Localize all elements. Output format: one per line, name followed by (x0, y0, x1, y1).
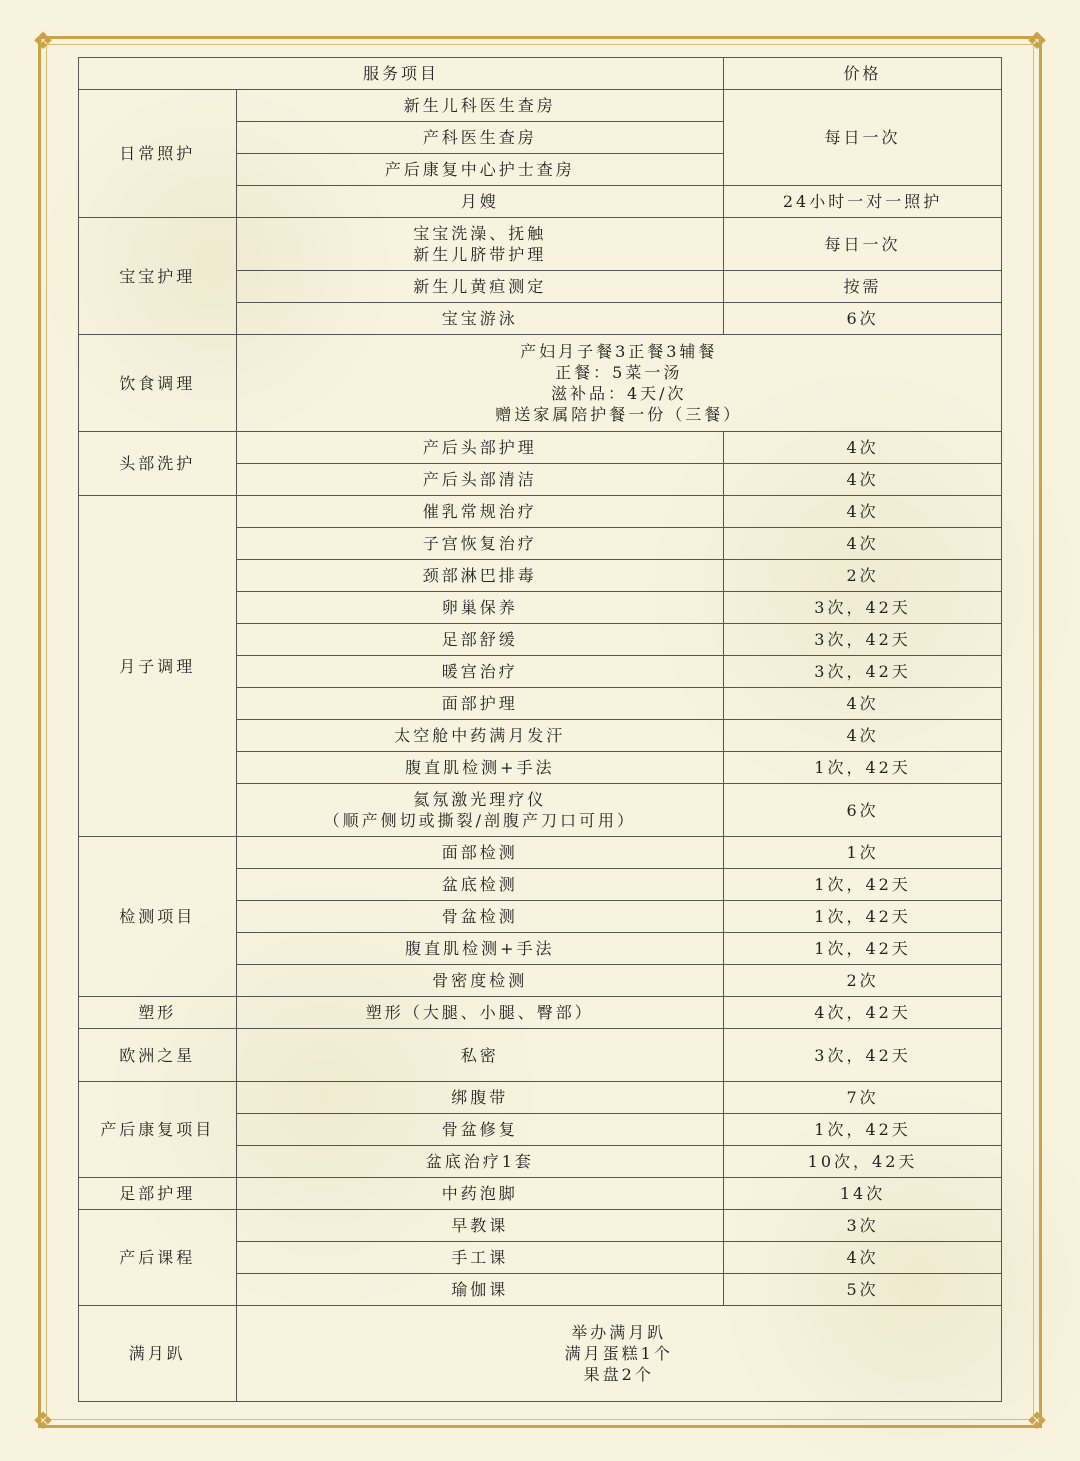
price-cell: 4次 (724, 496, 1002, 528)
item-cell: 颈部淋巴排毒 (236, 560, 724, 592)
price-cell: 3次，42天 (724, 656, 1002, 688)
item-cell: 足部舒缓 (236, 624, 724, 656)
item-cell: 新生儿黄疸测定 (236, 271, 724, 303)
table-row (79, 1082, 1002, 1114)
item-cell: 太空舱中药满月发汗 (236, 720, 724, 752)
item-cell: 暖宫治疗 (236, 656, 724, 688)
table-row (79, 1210, 1002, 1242)
item-cell: 产后头部护理 (236, 432, 724, 464)
category-cell: 日常照护 (79, 90, 237, 218)
price-cell: 1次 (724, 837, 1002, 869)
category-cell: 产后课程 (79, 1210, 237, 1306)
fullmoon-line: 满月蛋糕1个 (564, 1344, 673, 1363)
price-cell: 24小时一对一照护 (724, 186, 1002, 218)
category-cell: 足部护理 (79, 1178, 237, 1210)
category-cell: 头部洗护 (79, 432, 237, 496)
price-cell: 14次 (724, 1178, 1002, 1210)
table-row (79, 496, 1002, 528)
item-cell (236, 784, 724, 837)
fullmoon-line: 果盘2个 (583, 1365, 654, 1384)
item-cell: 产后康复中心护士查房 (236, 154, 724, 186)
item-cell: 骨密度检测 (236, 965, 724, 997)
price-cell: 10次，42天 (724, 1146, 1002, 1178)
corner-ornament-icon: ❖ (32, 27, 54, 55)
item-cell: 瑜伽课 (236, 1274, 724, 1306)
item-cell: 面部护理 (236, 688, 724, 720)
table-row (79, 218, 1002, 271)
header-service: 服务项目 (79, 58, 724, 90)
item-line: 氦氖激光理疗仪 (413, 790, 547, 809)
category-cell: 饮食调理 (79, 335, 237, 432)
diet-line: 正餐：5菜一汤 (555, 363, 683, 382)
fullmoon-line: 举办满月趴 (571, 1323, 667, 1342)
price-cell: 按需 (724, 271, 1002, 303)
price-cell: 1次，42天 (724, 1114, 1002, 1146)
item-cell: 中药泡脚 (236, 1178, 724, 1210)
table-row (79, 1306, 1002, 1402)
price-cell: 4次 (724, 1242, 1002, 1274)
price-cell: 4次 (724, 464, 1002, 496)
item-cell: 骨盆检测 (236, 901, 724, 933)
price-cell: 2次 (724, 560, 1002, 592)
table-row (79, 90, 1002, 122)
price-cell: 4次 (724, 432, 1002, 464)
item-cell: 盆底检测 (236, 869, 724, 901)
table-row (79, 997, 1002, 1029)
price-cell: 1次，42天 (724, 901, 1002, 933)
price-cell: 1次，42天 (724, 933, 1002, 965)
category-cell: 宝宝护理 (79, 218, 237, 335)
diet-cell (236, 335, 1002, 432)
price-cell: 每日一次 (724, 218, 1002, 271)
price-cell: 3次，42天 (724, 592, 1002, 624)
item-line: （顺产侧切或撕裂/剖腹产刀口可用） (323, 811, 636, 830)
item-cell: 盆底治疗1套 (236, 1146, 724, 1178)
category-cell: 月子调理 (79, 496, 237, 837)
item-line: 宝宝洗澡、抚触 (413, 224, 547, 243)
price-cell: 2次 (724, 965, 1002, 997)
corner-ornament-icon: ❖ (1026, 1407, 1048, 1435)
corner-ornament-icon: ❖ (1026, 27, 1048, 55)
diet-line: 产妇月子餐3正餐3辅餐 (520, 342, 718, 361)
item-cell: 绑腹带 (236, 1082, 724, 1114)
item-cell: 私密 (236, 1029, 724, 1082)
diet-line: 滋补品：4天/次 (550, 384, 687, 403)
price-cell: 3次，42天 (724, 1029, 1002, 1082)
price-cell: 6次 (724, 303, 1002, 335)
item-cell: 产科医生查房 (236, 122, 724, 154)
item-cell: 手工课 (236, 1242, 724, 1274)
item-cell: 塑形（大腿、小腿、臀部） (236, 997, 724, 1029)
corner-ornament-icon: ❖ (32, 1407, 54, 1435)
diet-line: 赠送家属陪护餐一份（三餐） (495, 405, 743, 424)
table-row (79, 432, 1002, 464)
price-cell: 4次，42天 (724, 997, 1002, 1029)
item-cell: 卵巢保养 (236, 592, 724, 624)
price-cell: 1次，42天 (724, 752, 1002, 784)
item-cell: 面部检测 (236, 837, 724, 869)
table-row (79, 1178, 1002, 1210)
item-cell: 新生儿科医生查房 (236, 90, 724, 122)
price-cell: 3次 (724, 1210, 1002, 1242)
price-cell: 4次 (724, 720, 1002, 752)
item-cell: 产后头部清洁 (236, 464, 724, 496)
item-cell: 催乳常规治疗 (236, 496, 724, 528)
item-cell (236, 218, 724, 271)
table-header-row (79, 58, 1002, 90)
category-cell: 塑形 (79, 997, 237, 1029)
category-cell: 欧洲之星 (79, 1029, 237, 1082)
table-row (79, 837, 1002, 869)
fullmoon-cell (236, 1306, 1002, 1402)
item-cell: 腹直肌检测+手法 (236, 752, 724, 784)
service-price-table (78, 57, 1002, 1402)
price-cell: 4次 (724, 528, 1002, 560)
table-row (79, 335, 1002, 432)
price-cell: 每日一次 (724, 90, 1002, 186)
header-price: 价格 (724, 58, 1002, 90)
price-cell: 7次 (724, 1082, 1002, 1114)
category-cell: 产后康复项目 (79, 1082, 237, 1178)
item-cell: 宝宝游泳 (236, 303, 724, 335)
item-line: 新生儿脐带护理 (413, 245, 547, 264)
price-cell: 6次 (724, 784, 1002, 837)
table-row (79, 1029, 1002, 1082)
price-cell: 1次，42天 (724, 869, 1002, 901)
item-cell: 早教课 (236, 1210, 724, 1242)
item-cell: 子宫恢复治疗 (236, 528, 724, 560)
category-cell: 检测项目 (79, 837, 237, 997)
price-cell: 4次 (724, 688, 1002, 720)
item-cell: 月嫂 (236, 186, 724, 218)
price-cell: 5次 (724, 1274, 1002, 1306)
item-cell: 骨盆修复 (236, 1114, 724, 1146)
category-cell: 满月趴 (79, 1306, 237, 1402)
item-cell: 腹直肌检测+手法 (236, 933, 724, 965)
price-cell: 3次，42天 (724, 624, 1002, 656)
